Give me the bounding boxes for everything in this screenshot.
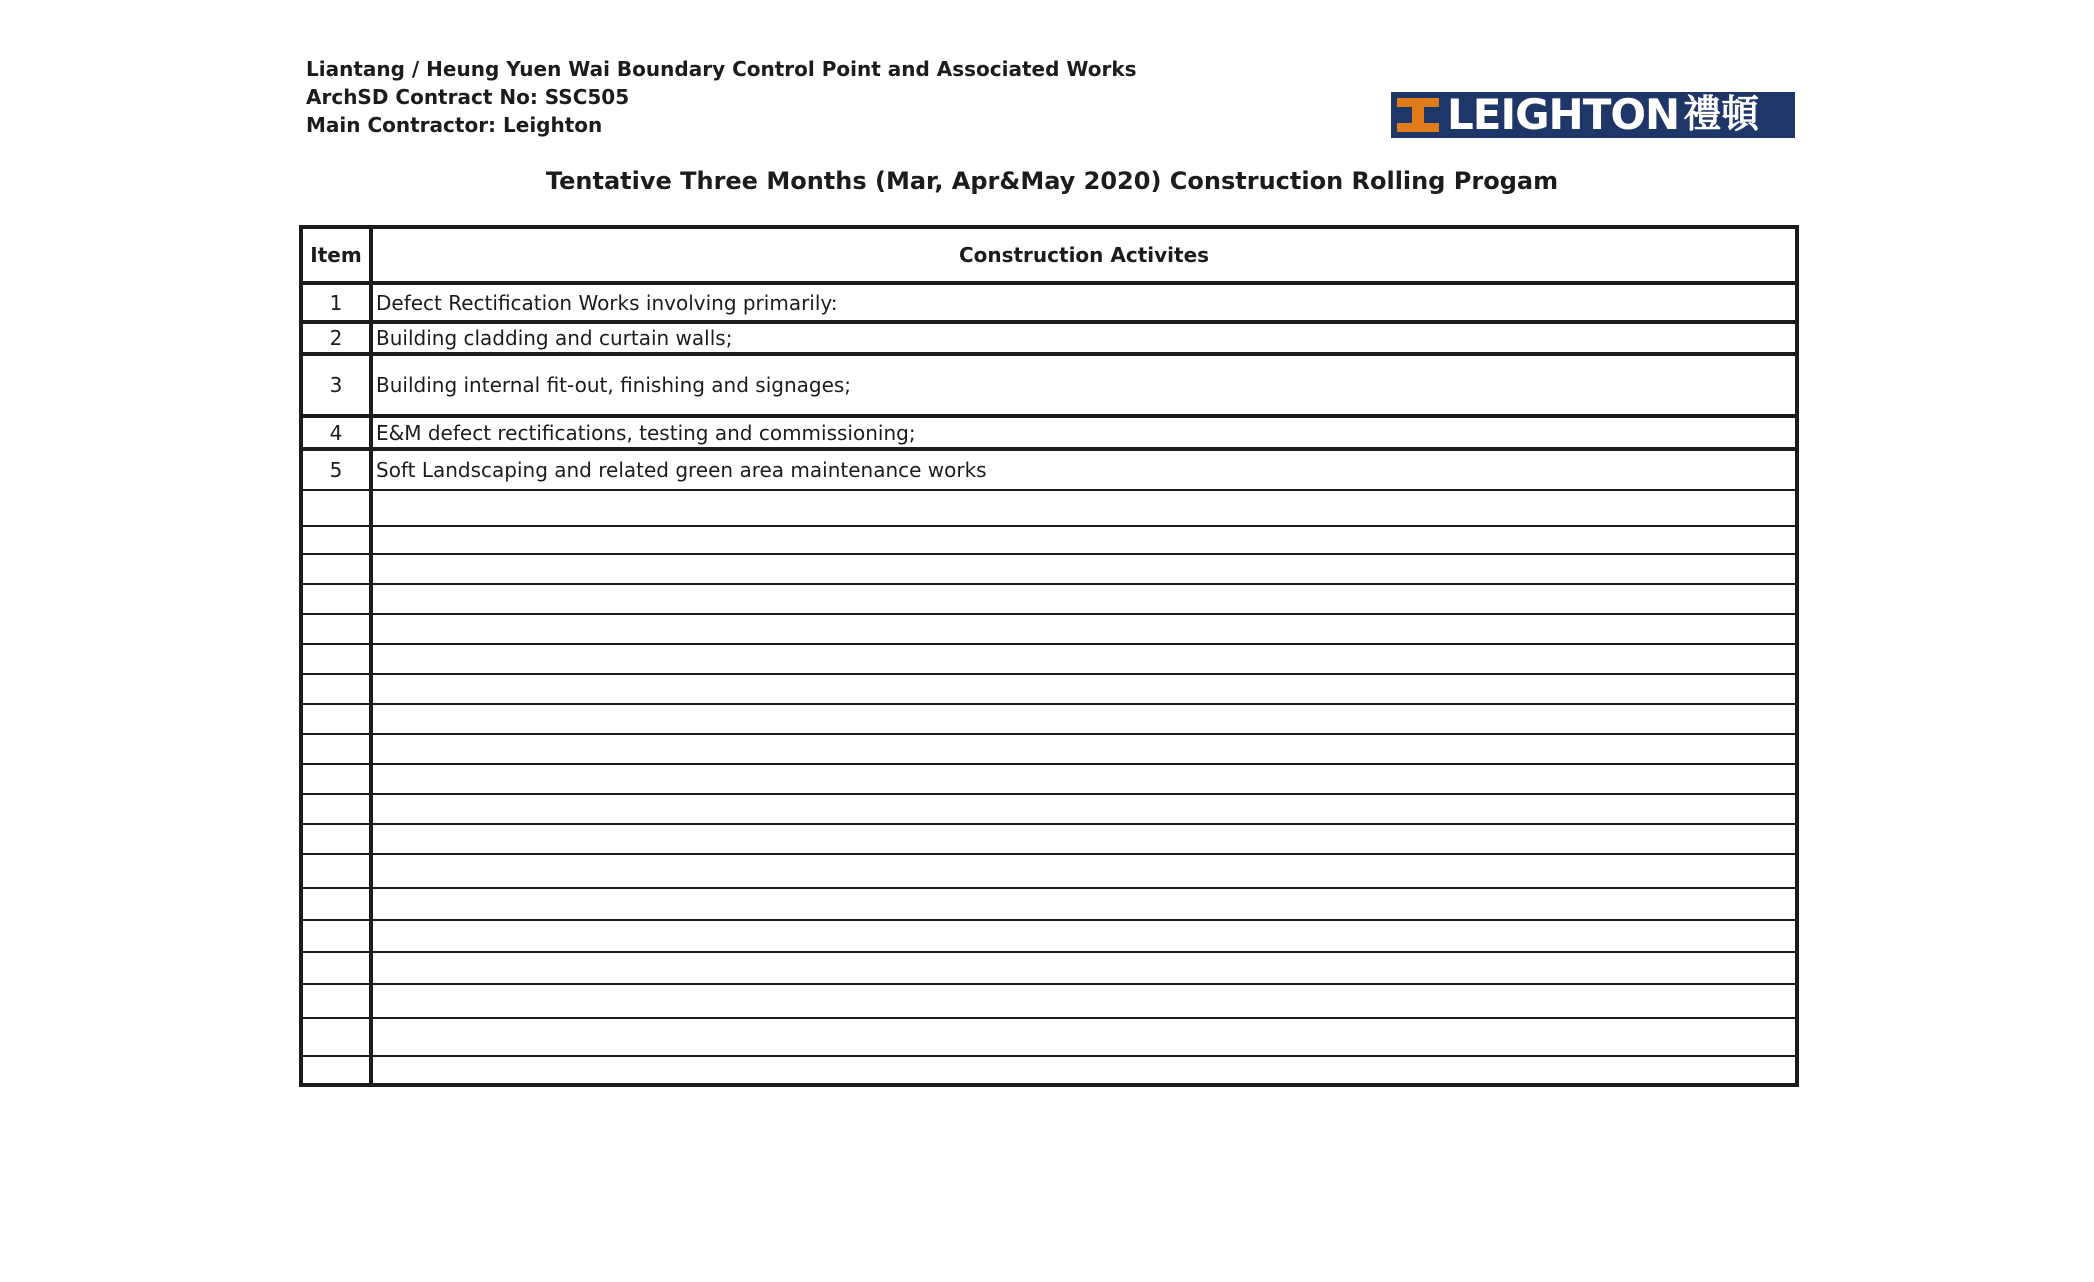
contract-number: ArchSD Contract No: SSC505 xyxy=(306,85,630,109)
item-number: 3 xyxy=(329,373,343,397)
item-number: 2 xyxy=(329,326,343,350)
table-row xyxy=(303,356,1795,418)
table-row xyxy=(303,324,1795,356)
table-row xyxy=(303,285,1795,324)
construction-activities-table xyxy=(299,225,1799,1087)
empty-table-row xyxy=(303,1019,1795,1057)
leighton-logo xyxy=(1391,92,1795,138)
empty-table-row xyxy=(303,527,1795,555)
activity-description: Building internal fit-out, finishing and signages; xyxy=(376,373,852,397)
empty-table-row xyxy=(303,615,1795,645)
empty-table-row xyxy=(303,889,1795,921)
empty-table-row xyxy=(303,953,1795,985)
logo-chinese-wordmark: 禮頓 xyxy=(1683,94,1760,136)
item-number: 1 xyxy=(329,290,343,315)
empty-table-row xyxy=(303,855,1795,889)
empty-table-row xyxy=(303,985,1795,1019)
activity-description: Defect Rectification Works involving primarily: xyxy=(376,290,838,315)
document-header xyxy=(306,55,1137,139)
empty-table-row xyxy=(303,675,1795,705)
empty-table-row xyxy=(303,1057,1795,1083)
table-row xyxy=(303,451,1795,491)
activity-description: Building cladding and curtain walls; xyxy=(376,326,733,350)
empty-table-row xyxy=(303,585,1795,615)
table-row xyxy=(303,418,1795,451)
empty-table-row xyxy=(303,825,1795,855)
project-name: Liantang / Heung Yuen Wai Boundary Control Point and Associated Works xyxy=(306,57,1137,81)
empty-table-row xyxy=(303,491,1795,527)
item-column-header: Item xyxy=(310,243,362,267)
main-contractor: Main Contractor: Leighton xyxy=(306,113,603,137)
document-title: Tentative Three Months (Mar, Apr&May 2020) Construction Rolling Progam xyxy=(545,167,1559,195)
table-header-row xyxy=(303,229,1795,285)
activities-column-header: Construction Activites xyxy=(958,243,1210,267)
column-divider xyxy=(369,229,373,1083)
activity-description: Soft Landscaping and related green area maintenance works xyxy=(376,458,987,482)
empty-table-row xyxy=(303,921,1795,953)
empty-table-row xyxy=(303,705,1795,735)
leighton-i-beam-icon xyxy=(1391,92,1445,138)
activity-description: E&M defect rectifications, testing and commissioning; xyxy=(376,420,916,445)
empty-table-row xyxy=(303,735,1795,765)
empty-table-row xyxy=(303,645,1795,675)
logo-wordmark: LEIGHTON xyxy=(1447,92,1680,138)
empty-table-row xyxy=(303,765,1795,795)
empty-table-row xyxy=(303,795,1795,825)
item-number: 5 xyxy=(329,458,343,482)
item-number: 4 xyxy=(329,420,343,445)
empty-table-row xyxy=(303,555,1795,585)
